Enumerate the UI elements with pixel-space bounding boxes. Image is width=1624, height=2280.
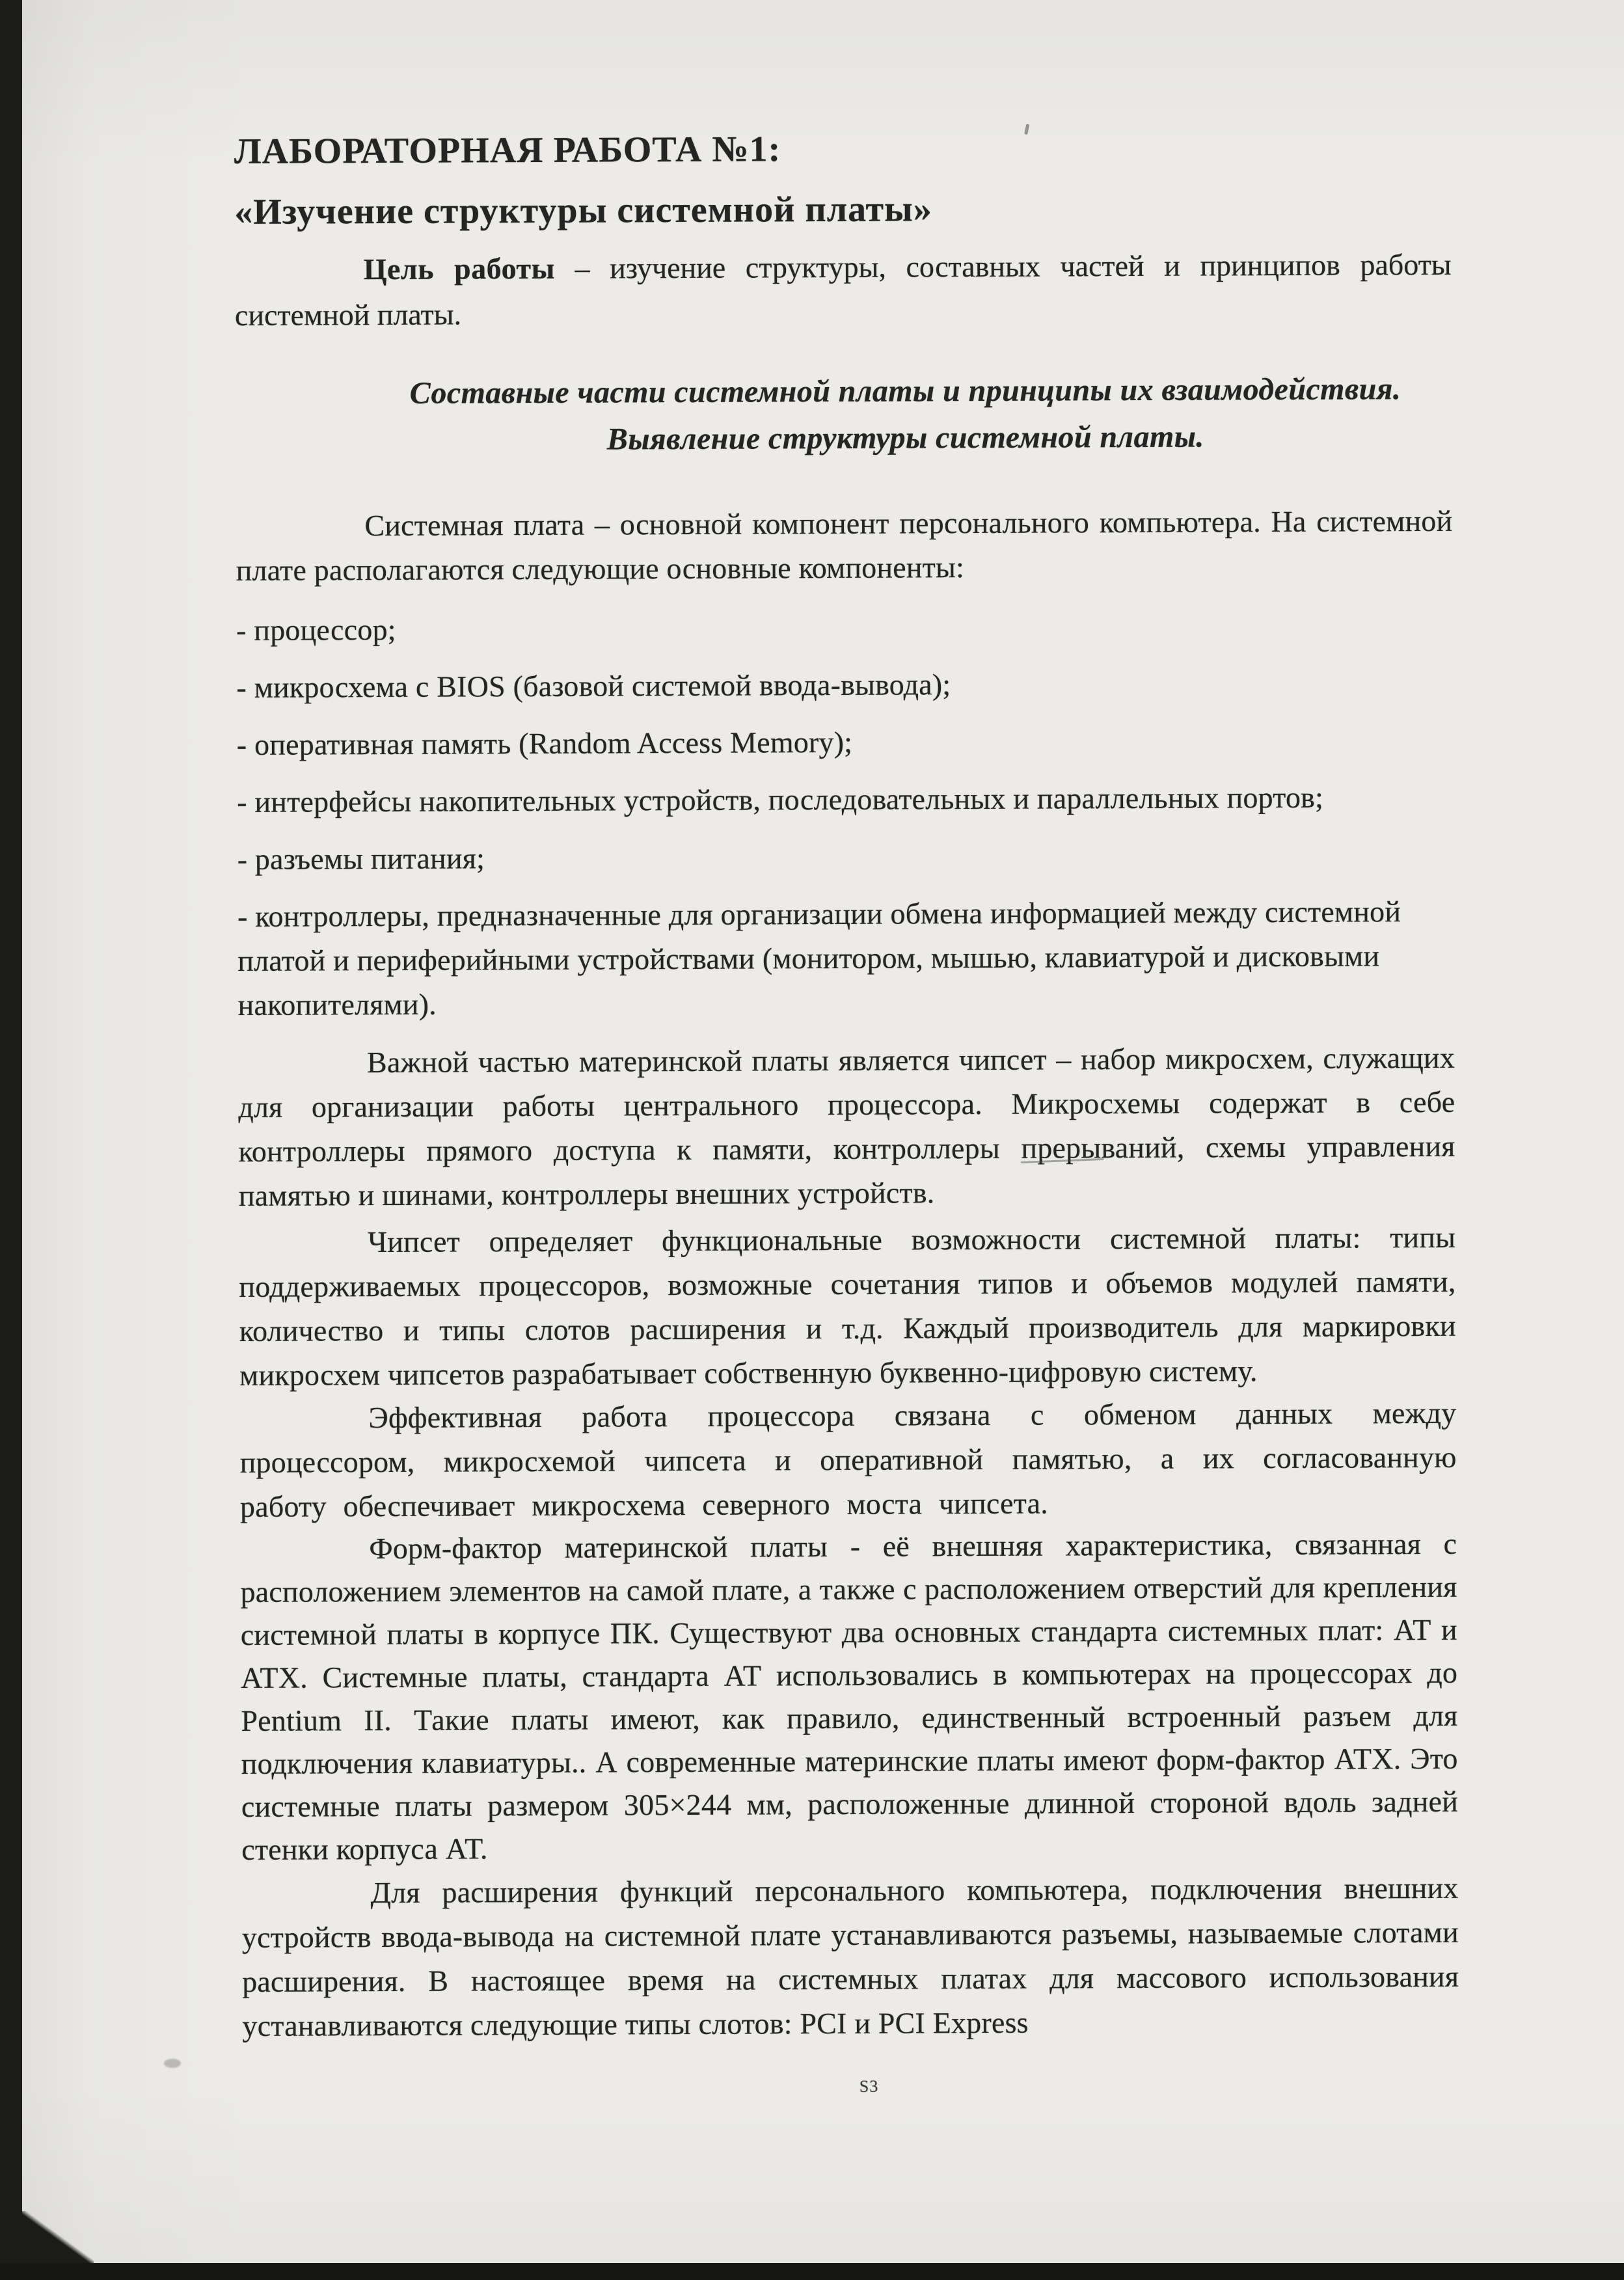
list-item: - разъемы питания; bbox=[237, 841, 485, 876]
goal-text: – изучение структуры, составных частей и принципов работы системной платы. bbox=[234, 247, 1452, 332]
intro-paragraph: Системная плата – основной компонент персонального компьютера. На системной плате располагаются следующие основные компоненты: bbox=[236, 504, 1453, 587]
page-footer-mark: S3 bbox=[859, 2076, 879, 2096]
document-title-line1: ЛАБОРАТОРНАЯ РАБОТА №1: bbox=[234, 129, 781, 172]
section-heading-line1: Составные части системной платы и принципы их взаимодействия. bbox=[409, 372, 1401, 411]
body-paragraph-form-factor: Форм-фактор материнской платы - её внешняя характеристика, связанная с расположением элементов на самой плате, а также с расположением отверстий для крепления системной платы в корпусе ПК. Существуют два основных стандарта системных плат: АТ и АТХ. Системные платы, стандарта АТ использовались в компьютерах на процессорах до Pentium II. Такие платы имеют, как правило, единственный встроенный разъем для подключения клавиатуры.. А современные материнские платы имеют форм-фактор АТХ. Это системные платы размером 305×244 мм, расположенные длинной стороной вдоль задней стенки корпуса АТ. bbox=[240, 1527, 1459, 1866]
body-paragraph-chipset-functions: Чипсет определяет функциональные возможности системной платы: типы поддерживаемых процессоров, возможные сочетания типов и объемов модулей памяти, количество и типы слотов расширения и т.д. Каждый производитель для маркировки микросхем чипсетов разрабатывает собственную буквенно-цифровую систему. bbox=[239, 1220, 1456, 1392]
scan-artifact bbox=[164, 2059, 181, 2068]
body-paragraph-expansion-slots: Для расширения функций персонального компьютера, подключения внешних устройств ввода-вывода на системной плате устанавливаются разъемы, называемые слотами расширения. В настоящее время на системных платах для массового использования устанавливаются следующие типы слотов: PCI и PCI Express bbox=[241, 1871, 1459, 2043]
goal-paragraph bbox=[235, 242, 1452, 338]
list-item: - процессор; bbox=[236, 612, 396, 647]
list-item: - оперативная память (Random Access Memory); bbox=[236, 725, 853, 761]
goal-label: Цель работы bbox=[363, 251, 556, 286]
list-item: - интерфейсы накопительных устройств, последовательных и параллельных портов; bbox=[237, 780, 1324, 819]
section-heading-line2: Выявление структуры системной платы. bbox=[606, 419, 1204, 457]
section-heading bbox=[293, 365, 1517, 464]
body-paragraph-northbridge: Эффективная работа процессора связана с обменом данных между процессором, микросхемой чипсета и оперативной памятью, а их согласованную работу обеспечивает микросхема северного моста чипсета. bbox=[239, 1396, 1457, 1523]
body-paragraph-chipset: Важной частью материнской платы является чипсет – набор микросхем, служащих для организации работы центрального процессора. Микросхемы содержат в себе контроллеры прямого доступа к памяти, контроллеры прерываний, схемы управления памятью и шинами, контроллеры внешних устройств. bbox=[238, 1040, 1455, 1212]
scanner-edge-bottom bbox=[0, 2263, 1624, 2280]
list-item: - микросхема с BIOS (базовой системой ввода-вывода); bbox=[236, 668, 951, 704]
component-list bbox=[236, 603, 1455, 1040]
list-item: - контроллеры, предназначенные для организации обмена информацией между системной платой и периферийными устройствами (монитором, мышью, клавиатурой и дисковыми накопителями). bbox=[237, 895, 1401, 1022]
paper-corner-cut bbox=[22, 2211, 94, 2263]
document-title-line2: «Изучение структуры системной платы» bbox=[234, 189, 932, 232]
scanner-edge-left bbox=[0, 0, 22, 2280]
